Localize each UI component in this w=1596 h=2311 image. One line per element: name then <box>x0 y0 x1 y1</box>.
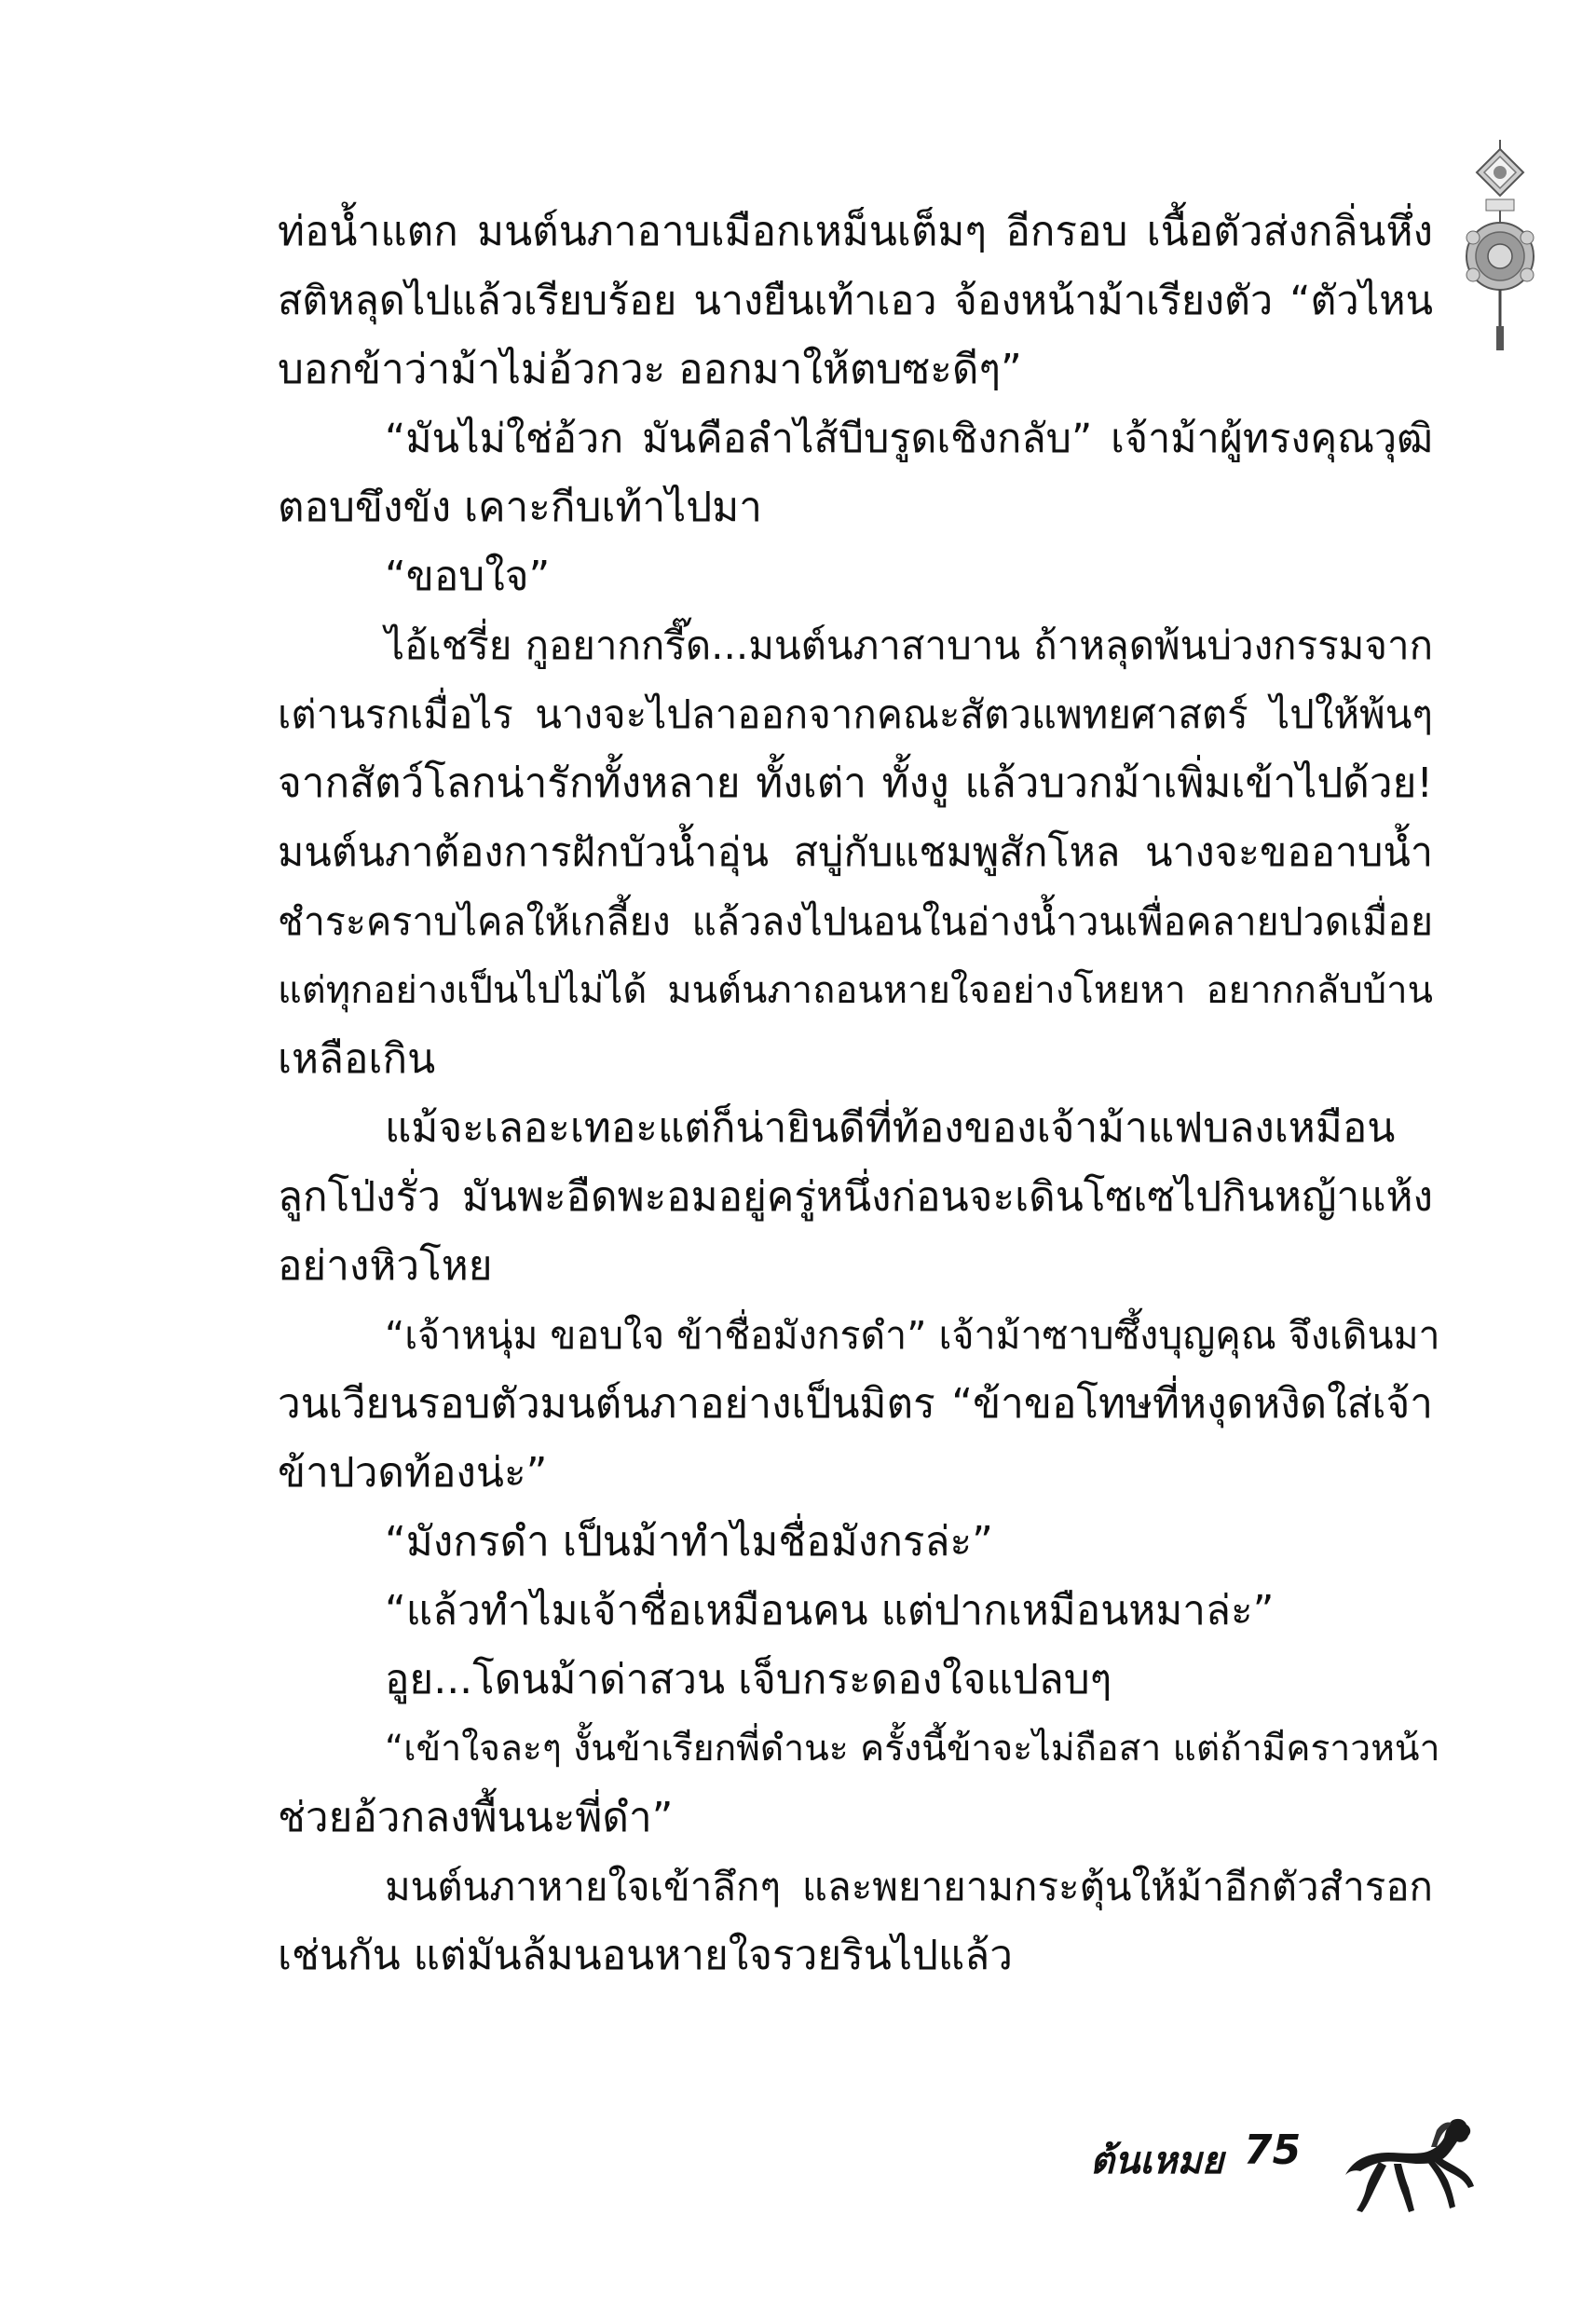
text-line: สติหลุดไปแล้วเรียบร้อย นางยืนเท้าเอว จ้องหน้าม้าเรียงตัว “ตัวไหน <box>278 278 1433 324</box>
text-line: จากสัตว์โลกน่ารักทั้งหลาย ทั้งเต่า ทั้งงู แล้วบวกม้าเพิ่มเข้าไปด้วย! <box>278 759 1433 807</box>
horse-icon <box>1342 2113 1481 2216</box>
text-line: วนเวียนรอบตัวมนต์นภาอย่างเป็นมิตร “ข้าขอโทษที่หงุดหงิดใส่เจ้า <box>278 1380 1433 1428</box>
text-line: บอกข้าว่าม้าไม่อ้วกวะ ออกมาให้ตบซะดีๆ” <box>278 346 1022 393</box>
text-line: “เจ้าหนุ่ม ขอบใจ ข้าชื่อมังกรดำ” เจ้าม้าซาบซึ้งบุญคุณ จึงเดินมา <box>385 1313 1440 1358</box>
page-number: 75 <box>1244 2126 1302 2174</box>
text-line: เต่านรกเมื่อไร นางจะไปลาออกจากคณะสัตวแพทยศาสตร์ ไปให้พ้นๆ <box>278 691 1433 737</box>
text-line: แต่ทุกอย่างเป็นไปไม่ได้ มนต์นภาถอนหายใจอย่างโหยหา อยากกลับบ้าน <box>278 969 1433 1012</box>
text-line: อย่างหิวโหย <box>278 1242 493 1290</box>
text-line: อูย...โดนม้าด่าสวน เจ็บกระดองใจแปลบๆ <box>385 1656 1112 1703</box>
page-footer <box>950 2113 1472 2197</box>
text-line: “แล้วทำไมเจ้าชื่อเหมือนคน แต่ปากเหมือนหมาล่ะ” <box>385 1587 1275 1634</box>
text-line: ตอบขึงขัง เคาะกีบเท้าไปมา <box>278 484 762 531</box>
text-line: เช่นกัน แต่มันล้มนอนหายใจรวยรินไปแล้ว <box>278 1932 1013 1979</box>
text-line: ท่อน้ำแตก มนต์นภาอาบเมือกเหม็นเต็มๆ อีกรอบ เนื้อตัวส่งกลิ่นหึ่ง <box>278 208 1433 255</box>
text-line: แม้จะเลอะเทอะแต่ก็น่ายินดีที่ท้องของเจ้าม้าแฟบลงเหมือน <box>385 1104 1396 1152</box>
text-line: “มันไม่ใช่อ้วก มันคือลำไส้บีบรูดเชิงกลับ” เจ้าม้าผู้ทรงคุณวุฒิ <box>385 416 1433 462</box>
text-line: ไอ้เชรี่ย กูอยากกรี๊ด...มนต์นภาสาบาน ถ้าหลุดพ้นบ่วงกรรมจาก <box>385 622 1433 668</box>
text-line: “ขอบใจ” <box>385 553 551 600</box>
text-line: “เข้าใจละๆ งั้นข้าเรียกพี่ดำนะ ครั้งนี้ข้าจะไม่ถือสา แต่ถ้ามีคราวหน้า <box>385 1728 1440 1770</box>
hanging-ornament-icon <box>1458 140 1542 354</box>
text-line: มนต์นภาต้องการฝักบัวน้ำอุ่น สบู่กับแชมพูสักโหล นางจะขออาบน้ำ <box>278 829 1433 876</box>
text-line: ชำระคราบไคลให้เกลี้ยง แล้วลงไปนอนในอ่างน้ำวนเพื่อคลายปวดเมื่อย <box>278 899 1433 944</box>
text-line: ข้าปวดท้องน่ะ” <box>278 1449 548 1497</box>
text-line: “มังกรดำ เป็นม้าทำไมชื่อมังกรล่ะ” <box>385 1518 993 1566</box>
text-line: เหลือเกิน <box>278 1035 436 1083</box>
body-text <box>278 198 1440 1990</box>
text-line: ลูกโป่งรั่ว มันพะอืดพะอมอยู่ครู่หนึ่งก่อนจะเดินโซเซไปกินหญ้าแห้ง <box>278 1173 1433 1221</box>
author-name: ต้นเหมย <box>1090 2140 1224 2182</box>
text-line: ช่วยอ้วกลงพื้นนะพี่ดำ” <box>278 1794 674 1841</box>
text-line: มนต์นภาหายใจเข้าลึกๆ และพยายามกระตุ้นให้ม้าอีกตัวสำรอก <box>385 1864 1433 1909</box>
